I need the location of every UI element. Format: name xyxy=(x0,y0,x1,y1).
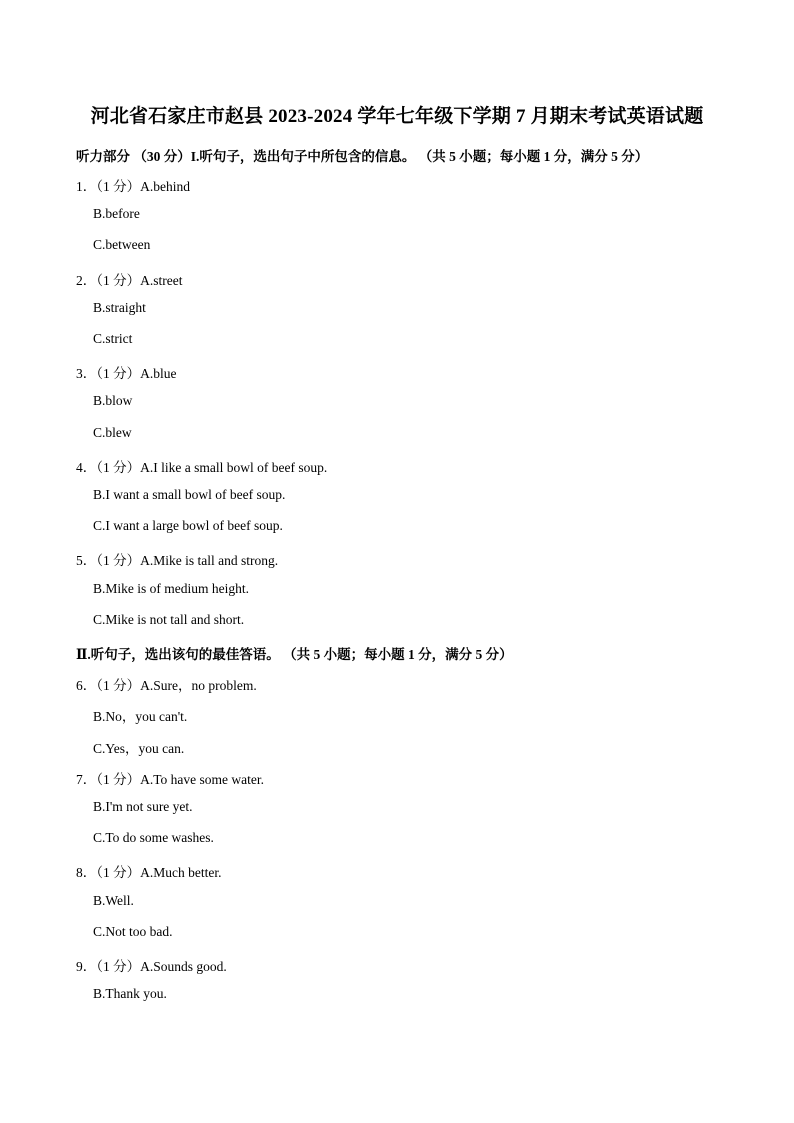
option-b: B.straight xyxy=(93,300,146,315)
question-number: 9．（1 分） xyxy=(76,959,141,974)
question-5 xyxy=(76,549,278,569)
question-2 xyxy=(76,269,182,289)
option-a: A.Much better. xyxy=(140,865,222,880)
option-c: C.between xyxy=(93,237,151,252)
option-a: A.Sounds good. xyxy=(140,959,227,974)
question-number: 6．（1 分） xyxy=(76,678,141,693)
option-c: C.I want a large bowl of beef soup. xyxy=(93,518,283,533)
page-title: 河北省石家庄市赵县 2023-2024 学年七年级下学期 7 月期末考试英语试题 xyxy=(90,106,704,127)
question-9 xyxy=(76,955,227,975)
section-2-heading: Ⅱ.听句子，选出该句的最佳答语。 （共 5 小题；每小题 1 分，满分 5 分） xyxy=(76,647,513,662)
question-number: 2．（1 分） xyxy=(76,273,141,288)
option-c: C.Mike is not tall and short. xyxy=(93,612,245,627)
question-number: 4．（1 分） xyxy=(76,460,141,475)
question-8 xyxy=(76,861,221,881)
option-b: B.blow xyxy=(93,393,133,408)
question-4 xyxy=(76,456,327,476)
option-b: B.I'm not sure yet. xyxy=(93,799,193,814)
question-6 xyxy=(76,674,257,694)
question-number: 5．（1 分） xyxy=(76,553,141,568)
option-c: C.Not too bad. xyxy=(93,924,173,939)
option-a: A.street xyxy=(140,273,183,288)
option-b: B.Thank you. xyxy=(93,986,167,1001)
section-1-heading: 听力部分 （30 分）I.听句子，选出句子中所包含的信息。 （共 5 小题；每小题 1 分，满分 5 分） xyxy=(76,149,649,164)
option-a: A.behind xyxy=(140,179,190,194)
option-a: A.I like a small bowl of beef soup. xyxy=(140,460,328,475)
question-7 xyxy=(76,768,264,788)
option-c: C.Yes，you can. xyxy=(93,741,185,756)
option-b: B.Well. xyxy=(93,893,134,908)
question-3 xyxy=(76,362,177,382)
option-a: A.blue xyxy=(140,366,177,381)
option-c: C.blew xyxy=(93,425,132,440)
option-a: A.Sure，no problem. xyxy=(140,678,257,693)
option-c: C.To do some washes. xyxy=(93,830,214,845)
option-c: C.strict xyxy=(93,331,133,346)
option-b: B.I want a small bowl of beef soup. xyxy=(93,487,286,502)
option-a: A.To have some water. xyxy=(140,772,265,787)
option-b: B.Mike is of medium height. xyxy=(93,581,249,596)
question-number: 3．（1 分） xyxy=(76,366,141,381)
question-number: 7．（1 分） xyxy=(76,772,141,787)
option-b: B.No，you can't. xyxy=(93,709,188,724)
question-number: 1．（1 分） xyxy=(76,179,141,194)
option-b: B.before xyxy=(93,206,140,221)
question-1 xyxy=(76,175,190,195)
option-a: A.Mike is tall and strong. xyxy=(140,553,279,568)
question-number: 8．（1 分） xyxy=(76,865,141,880)
